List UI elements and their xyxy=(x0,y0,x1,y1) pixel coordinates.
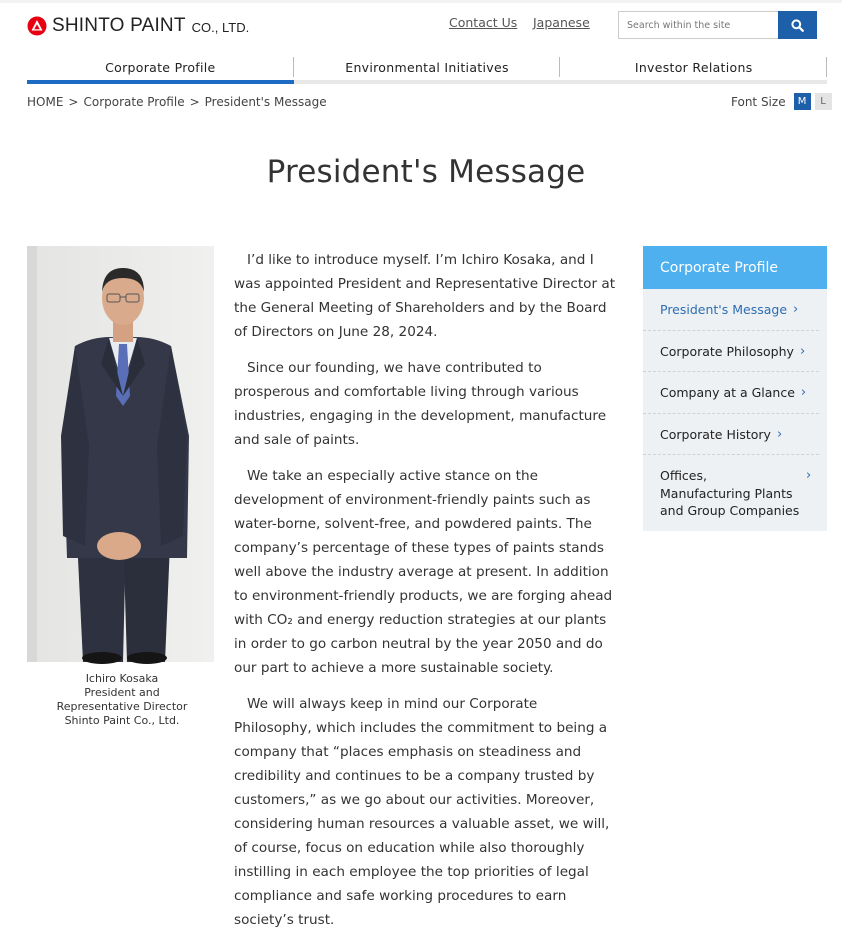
side-item-label: Corporate History xyxy=(660,426,771,442)
search-input[interactable] xyxy=(619,12,778,38)
side-item-label: Offices, Manufacturing Plants and Group Companies xyxy=(660,468,800,518)
breadcrumb xyxy=(27,95,327,109)
president-photo xyxy=(27,246,214,662)
font-size-large-button[interactable]: L xyxy=(815,93,832,110)
font-size-label: Font Size xyxy=(731,94,786,109)
chevron-right-icon: › xyxy=(800,385,807,400)
chevron-right-icon: › xyxy=(793,302,799,317)
japanese-link[interactable]: Japanese xyxy=(533,15,590,30)
side-item-offices-plants-group[interactable] xyxy=(643,455,819,531)
chevron-right-icon: › xyxy=(806,468,812,483)
caption-company: Shinto Paint Co., Ltd. xyxy=(64,714,180,727)
message-paragraph-2: Since our founding, we have contributed to prosperous and comfortable living through various industries, engaging in the development, manufacture and sale of paints. xyxy=(234,360,607,448)
side-item-company-at-a-glance[interactable] xyxy=(643,372,819,414)
search-button[interactable] xyxy=(778,11,817,39)
logo-subtext: CO., LTD. xyxy=(191,20,250,35)
caption-name: Ichiro Kosaka xyxy=(85,672,159,685)
global-nav xyxy=(27,54,827,84)
side-item-label: Corporate Philosophy xyxy=(660,343,794,359)
message-paragraph-4: We will always keep in mind our Corporate Philosophy, which includes the commitment to being a company that “places emphasis on steadiness and credibility and continues to be a company trusted by customers,” as we go about our activities. Moreover, considering human resources a valuable asset, we will, of course, focus on education while also thoroughly instilling in each employee the top priorities of legal compliance and safe working procedures to earn society’s trust. xyxy=(234,696,610,928)
tab-label: Investor Relations xyxy=(634,60,753,75)
chevron-right-icon: › xyxy=(776,426,783,442)
font-size-medium-button[interactable]: M xyxy=(794,93,811,110)
side-menu-heading[interactable]: Corporate Profile xyxy=(643,246,827,289)
breadcrumb-current: President's Message xyxy=(204,95,327,109)
photo-caption xyxy=(27,672,217,728)
message-paragraph-3: We take an especially active stance on the development of environment-friendly paints such as water-borne, solvent-free, and powdered paints. The company’s percentage of these types of paints stands well above the industry average at present. In addition to environment-friendly products, we are forging ahead with CO₂ and energy reduction strategies at our plants in order to go carbon neutral by the year 2050 and do our part to achieve a more sustainable society. xyxy=(234,468,613,676)
caption-title-line1: President and xyxy=(84,686,160,699)
font-size-switcher xyxy=(731,93,832,110)
page-title: President's Message xyxy=(266,154,586,190)
nav-divider xyxy=(826,57,827,77)
side-item-presidents-message[interactable] xyxy=(643,289,819,331)
top-border xyxy=(0,0,842,3)
side-item-label: Company at a Glance xyxy=(660,385,795,400)
president-portrait-image xyxy=(27,246,214,662)
message-paragraph-1: I’d like to introduce myself. I’m Ichiro Kosaka, and I was appointed President and Representative Director at the General Meeting of Shareholders and by the Board of Directors on June 28, 2024. xyxy=(234,252,616,340)
logo-mark-icon xyxy=(27,16,47,36)
breadcrumb-separator: > xyxy=(68,95,79,109)
side-item-label: President's Message xyxy=(660,302,788,317)
tab-environmental-initiatives[interactable] xyxy=(294,54,561,84)
side-item-corporate-history[interactable] xyxy=(643,414,819,456)
chevron-right-icon: › xyxy=(799,343,806,359)
caption-title-line2: Representative Director xyxy=(56,700,188,713)
contact-us-link[interactable]: Contact Us xyxy=(449,15,518,30)
breadcrumb-separator: > xyxy=(189,95,200,109)
tab-corporate-profile[interactable] xyxy=(27,54,294,84)
company-logo[interactable] xyxy=(27,14,249,38)
breadcrumb-home[interactable]: HOME xyxy=(27,95,64,109)
side-menu xyxy=(643,246,827,531)
message-body xyxy=(234,248,618,944)
tab-label: Environmental Initiatives xyxy=(345,60,509,75)
breadcrumb-corporate-profile[interactable]: Corporate Profile xyxy=(83,95,185,109)
tab-label: Corporate Profile xyxy=(105,60,216,75)
site-search xyxy=(618,11,817,39)
search-icon xyxy=(791,19,804,32)
side-item-corporate-philosophy[interactable] xyxy=(643,331,819,373)
tab-investor-relations[interactable] xyxy=(560,54,827,84)
logo-text: SHINTO PAINT xyxy=(52,15,186,36)
